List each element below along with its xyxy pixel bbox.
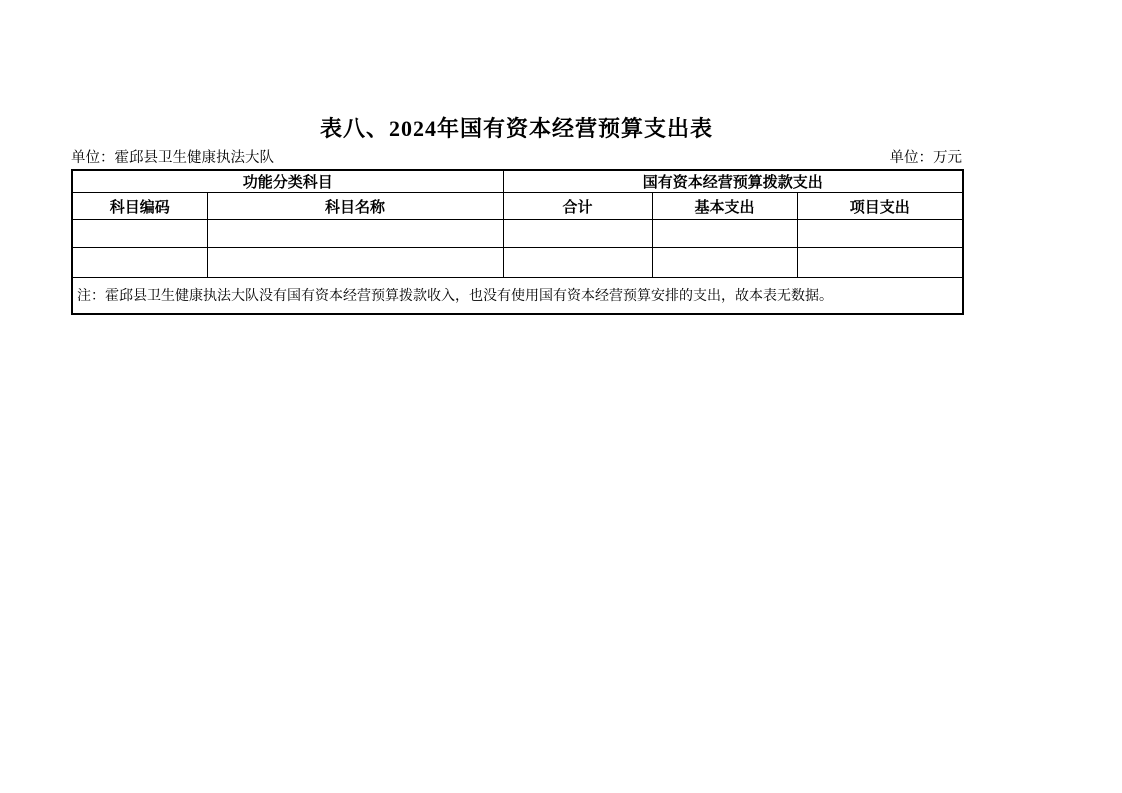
budget-table: [71, 169, 964, 315]
table-cell: [503, 220, 652, 248]
table-cell: [503, 248, 652, 278]
note-row: [72, 278, 963, 314]
table-row: [72, 220, 963, 248]
table-cell: [207, 220, 503, 248]
column-header-row: [72, 193, 963, 220]
table-row: [72, 248, 963, 278]
header-budget-appropriation-expenditure: 国有资本经营预算拨款支出: [503, 170, 963, 193]
header-functional-classification: 功能分类科目: [72, 170, 503, 193]
unit-name-label: 单位：霍邱县卫生健康执法大队: [71, 150, 274, 166]
table-cell: [652, 220, 797, 248]
table-cell: [652, 248, 797, 278]
document-content: [71, 112, 962, 315]
page-title: 表八、2024年国有资本经营预算支出表: [319, 116, 713, 141]
column-header-project-expenditure: 项目支出: [797, 193, 963, 220]
table-cell: [797, 248, 963, 278]
table-cell: [72, 248, 207, 278]
table-note: 注：霍邱县卫生健康执法大队没有国有资本经营预算拨款收入，也没有使用国有资本经营预算安排的支出，故本表无数据。: [72, 278, 963, 314]
currency-unit-label: 单位：万元: [889, 150, 962, 166]
table-cell: [207, 248, 503, 278]
column-header-total: 合计: [503, 193, 652, 220]
group-header-row: [72, 170, 963, 193]
column-header-subject-code: 科目编码: [72, 193, 207, 220]
table-cell: [797, 220, 963, 248]
table-cell: [72, 220, 207, 248]
unit-row: [71, 146, 962, 169]
column-header-subject-name: 科目名称: [207, 193, 503, 220]
column-header-basic-expenditure: 基本支出: [652, 193, 797, 220]
